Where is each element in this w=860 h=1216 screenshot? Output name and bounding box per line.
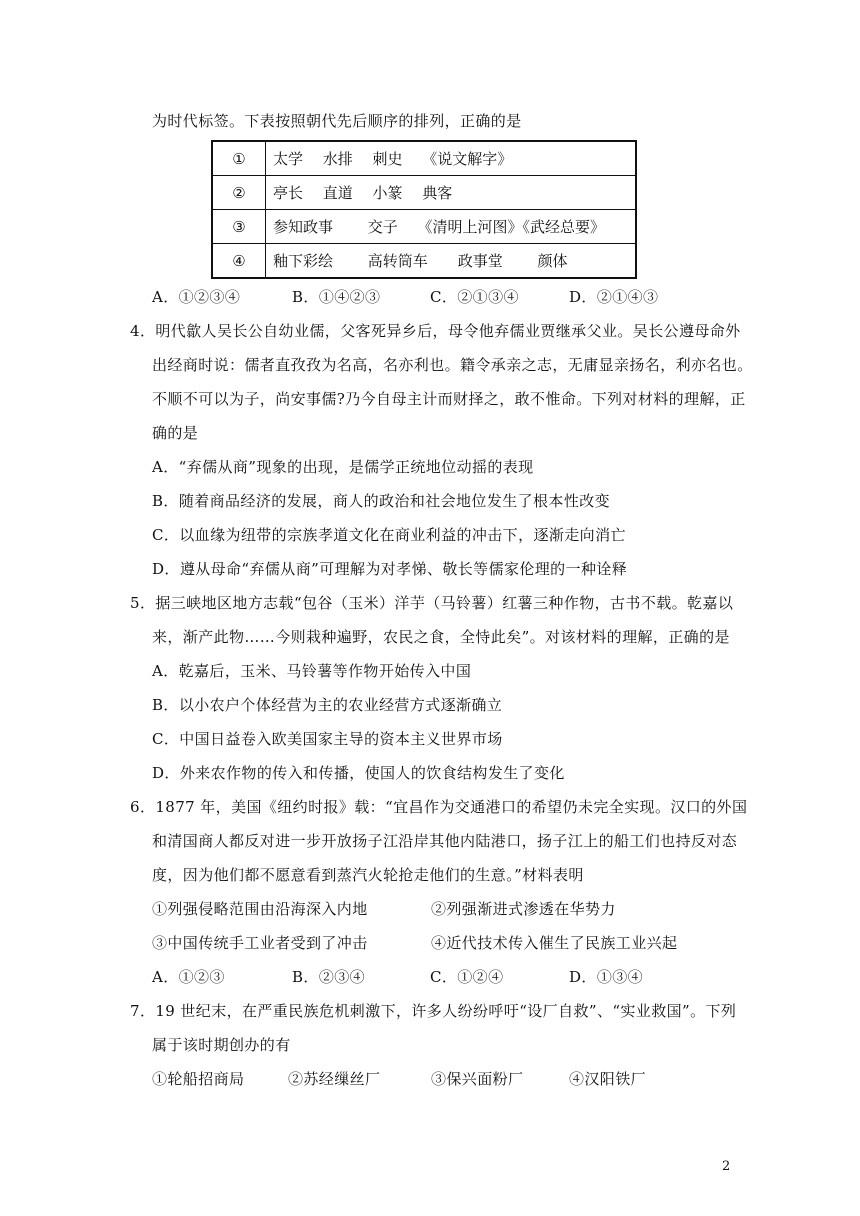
q3-option-a: A．①②③④ — [152, 288, 241, 306]
row-text: 太学 水排 刺史 《说文解字》 — [266, 141, 637, 176]
row-number: ④ — [212, 244, 266, 279]
row-number: ② — [212, 176, 266, 210]
table-row — [212, 141, 636, 176]
q7-stem-line: 属于该时期创办的有 — [152, 1036, 291, 1054]
q4-option-a: A．“弃儒从商”现象的出现，是儒学正统地位动摇的表现 — [152, 458, 534, 476]
q6-item-1: ①列强侵略范围由沿海深入内地 — [152, 900, 368, 918]
q6-option-a: A．①②③ — [152, 968, 225, 986]
q5-option-d: D．外来农作物的传入和传播，使国人的饮食结构发生了变化 — [152, 764, 565, 782]
table-row — [212, 210, 636, 244]
q4-option-d: D．遵从母命“弃儒从商”可理解为对孝悌、敬长等儒家伦理的一种诠释 — [152, 560, 628, 578]
q3-option-c: C．②①③④ — [430, 288, 519, 306]
q6-item-3: ③中国传统手工业者受到了冲击 — [152, 934, 368, 952]
q3-stem: 为时代标签。下表按照朝代先后顺序的排列，正确的是 — [152, 112, 522, 130]
q5-option-a: A．乾嘉后，玉米、马铃薯等作物开始传入中国 — [152, 662, 472, 680]
q5-stem-line: 5．据三峡地区地方志载“包谷（玉米）洋芋（马铃薯）红薯三种作物，古书不载。乾嘉以 — [130, 594, 734, 612]
q4-stem-line: 4．明代歙人吴长公自幼业儒，父客死异乡后，母令他弃儒业贾继承父业。吴长公遵母命外 — [130, 322, 741, 340]
q6-option-c: C．①②④ — [430, 968, 504, 986]
page-number: 2 — [722, 1159, 731, 1174]
q5-option-c: C．中国日益卷入欧美国家主导的资本主义世界市场 — [152, 730, 503, 748]
row-number: ③ — [212, 210, 266, 244]
q3-table — [211, 140, 637, 279]
q7-item-3: ③保兴面粉厂 — [431, 1070, 524, 1088]
q5-option-b: B．以小农户个体经营为主的农业经营方式逐渐确立 — [152, 696, 503, 714]
q4-option-c: C．以血缘为纽带的宗族孝道文化在商业利益的冲击下，逐渐走向消亡 — [152, 526, 626, 544]
row-text: 釉下彩绘 高转筒车 政事堂 颜体 — [266, 244, 637, 279]
q6-option-d: D．①③④ — [569, 968, 644, 986]
q6-stem-line: 度，因为他们都不愿意看到蒸汽火轮抢走他们的生意。”材料表明 — [152, 866, 584, 884]
q7-item-1: ①轮船招商局 — [152, 1070, 245, 1088]
q4-stem-line: 不顺不可以为子，尚安事儒?乃今自母主计而财择之，敢不惟命。下列对材料的理解，正 — [152, 390, 746, 408]
table-row — [212, 176, 636, 210]
q4-option-b: B．随着商品经济的发展，商人的政治和社会地位发生了根本性改变 — [152, 492, 611, 510]
table-row — [212, 244, 636, 279]
q3-option-b: B．①④②③ — [292, 288, 381, 306]
q6-stem-line: 和清国商人都反对进一步开放扬子江沿岸其他内陆港口，扬子江上的船工们也持反对态 — [152, 832, 738, 850]
row-text: 亭长 直道 小篆 典客 — [266, 176, 637, 210]
q6-item-4: ④近代技术传入催生了民族工业兴起 — [431, 934, 678, 952]
q7-stem-line: 7．19 世纪末，在严重民族危机刺激下，许多人纷纷呼吁“设厂自救”、“实业救国”。下列 — [130, 1002, 737, 1020]
row-text: 参知政事 交子 《清明上河图》《武经总要》 — [266, 210, 637, 244]
q6-option-b: B．②③④ — [292, 968, 366, 986]
q3-option-d: D．②①④③ — [569, 288, 659, 306]
row-number: ① — [212, 141, 266, 176]
q4-stem-line: 确的是 — [152, 424, 199, 442]
q6-item-2: ②列强渐进式渗透在华势力 — [431, 900, 616, 918]
q6-stem-line: 6．1877 年，美国《纽约时报》载：“宜昌作为交通港口的希望仍未完全实现。汉口的外国 — [130, 798, 748, 816]
q4-stem-line: 出经商时说：儒者直孜孜为名高，名亦利也。籍令承亲之志，无庸显亲扬名，利亦名也。 — [152, 356, 753, 374]
q5-stem-line: 来，渐产此物……今则栽种遍野，农民之食，全恃此矣”。对该材料的理解，正确的是 — [152, 628, 730, 646]
q7-item-2: ②苏经缫丝厂 — [288, 1070, 381, 1088]
q7-item-4: ④汉阳铁厂 — [569, 1070, 647, 1088]
